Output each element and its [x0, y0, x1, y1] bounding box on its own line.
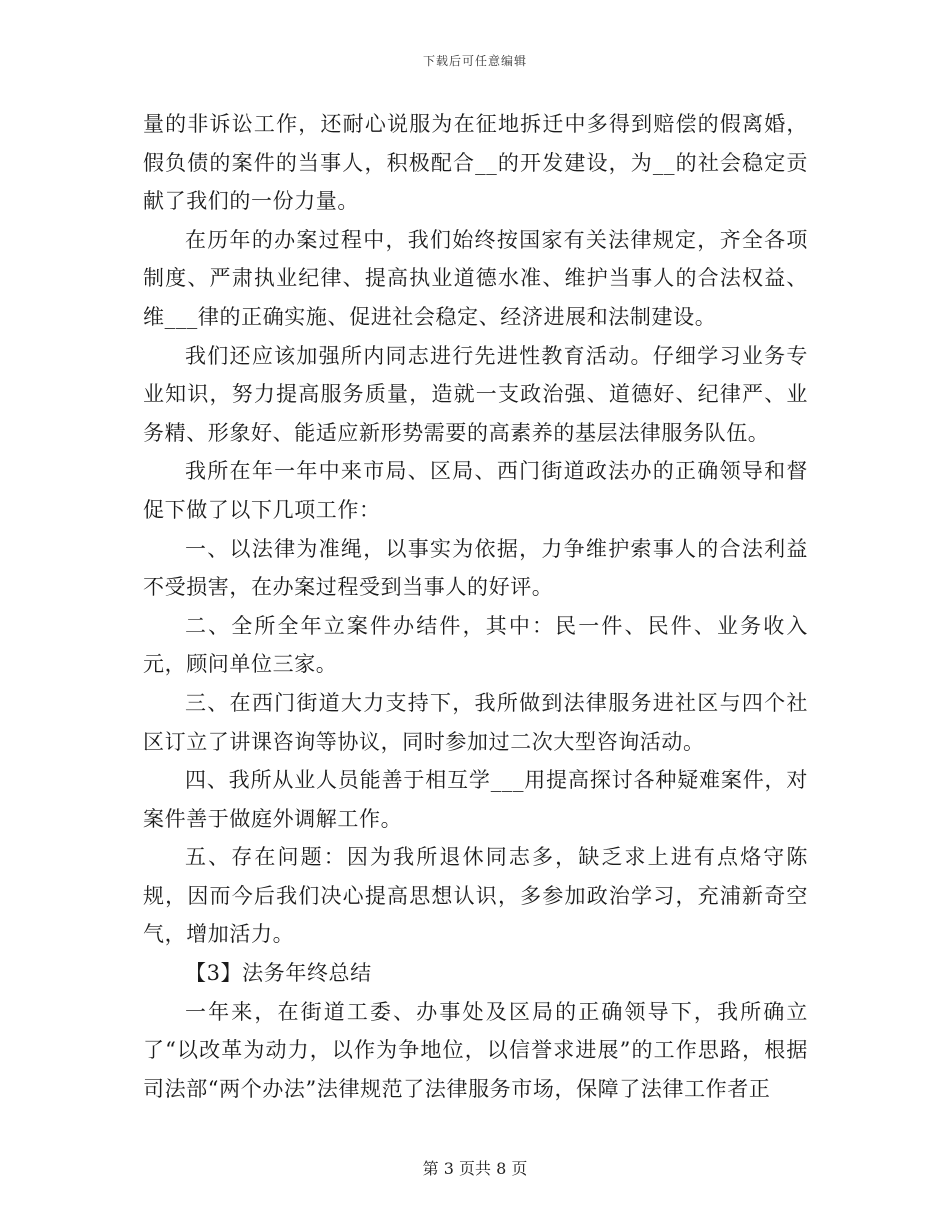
list-item-1: 一、以法律为准绳，以事实为依据，力争维护索事人的合法利益不受损害，在办案过程受到当事人的好评。	[143, 536, 808, 600]
list-item-4: 四、我所从业人员能善于相互学___用提高探讨各种疑难案件，对案件善于做庭外调解工作。	[143, 768, 808, 831]
list-item-5: 五、存在问题：因为我所退休同志多，缺乏求上进有点烙守陈规，因而今后我们决心提高思想认识，多参加政治学习，充浦新奇空气，增加活力。	[143, 845, 808, 947]
list-item-2: 二、全所全年立案件办结件，其中：民一件、民件、业务收入元，顾问单位三家。	[143, 613, 808, 677]
paragraph-1: 量的非诉讼工作，还耐心说服为在征地拆迁中多得到赔偿的假离婚，假负债的案件的当事人，积极配合__的开发建设，为__的社会稳定贡献了我们的一份力量。	[143, 112, 808, 214]
document-body	[143, 105, 808, 1108]
page-header: 下载后可任意编辑	[422, 54, 527, 68]
section-heading: 【3】法务年终总结	[185, 961, 372, 986]
paragraph-3: 我们还应该加强所内同志进行先进性教育活动。仔细学习业务专业知识，努力提高服务质量，造就一支政治强、道德好、纪律严、业务精、形象好、能适应新形势需要的高素养的基层法律服务队伍。	[143, 343, 808, 445]
paragraph-5: 一年来，在街道工委、办事处及区局的正确领导下，我所确立了“以改革为动力，以作为争地位，以信誉求进展”的工作思路，根据司法部“两个办法”法律规范了法律服务市场，保障了法律工作者正	[143, 999, 808, 1101]
paragraph-4: 我所在年一年中来市局、区局、西门街道政法办的正确领导和督促下做了以下几项工作：	[143, 459, 808, 522]
page-number: 第 3 页共 8 页	[422, 1159, 528, 1178]
paragraph-2: 在历年的办案过程中，我们始终按国家有关法律规定，齐全各项制度、严肃执业纪律、提高执业道德水准、维护当事人的合法权益、维___律的正确实施、促进社会稳定、经济进展和法制建设。	[143, 227, 808, 329]
list-item-3: 三、在西门街道大力支持下，我所做到法律服务进社区与四个社区订立了讲课咨询等协议，同时参加过二次大型咨询活动。	[143, 690, 808, 754]
